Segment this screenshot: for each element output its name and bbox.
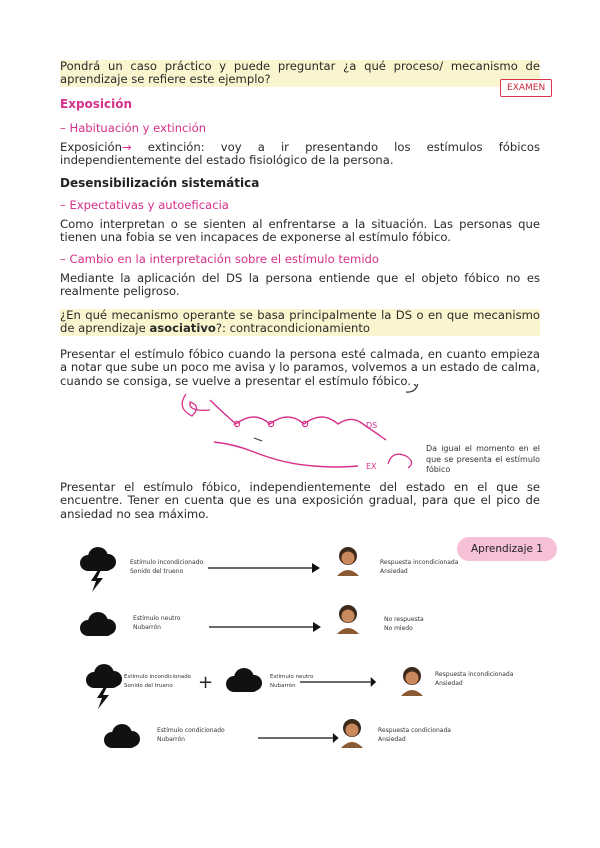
exposicion-body-rest: extinción: voy a ir presentando los estímulos fóbicos independientemente del estado fisiológico de la persona. xyxy=(60,140,540,168)
person-icon xyxy=(398,666,428,698)
ds-sub2: – Cambio en la interpretación sobre el estímulo temido xyxy=(60,252,379,266)
arrow-right-icon xyxy=(300,677,380,687)
row3-stimB2: Nubarrón xyxy=(270,683,296,689)
arrow-right-icon: → xyxy=(121,140,132,154)
row1-stim1: Estímulo incondicionado xyxy=(130,559,204,566)
person-icon xyxy=(338,718,368,750)
row1-resp2: Ansiedad xyxy=(380,568,408,575)
curl-arrow-icon xyxy=(388,454,412,468)
row1-resp1: Respuesta incondicionada xyxy=(380,559,459,566)
examen-badge: EXAMEN xyxy=(500,79,552,97)
row2-resp xyxy=(384,615,424,633)
row3-stimA1: Estímulo incondicionado xyxy=(124,674,192,680)
plus-sign: + xyxy=(198,672,214,693)
row1-stim2: Sonido del trueno xyxy=(130,568,184,575)
row4-stim1: Estímulo condicionado xyxy=(157,727,225,734)
row2-stim2: Nubarrón xyxy=(133,624,161,631)
ds-question-b: ?: contracondicionamiento xyxy=(215,321,371,336)
row3-resp xyxy=(435,670,513,688)
exposicion-sub: – Habituación y extinción xyxy=(60,121,207,135)
row3-resp1: Respuesta incondicionada xyxy=(435,671,514,678)
person-icon xyxy=(334,546,364,578)
aprendizaje-badge: Aprendizaje 1 xyxy=(457,537,557,561)
diagram-note: Da igual el momento en el que se presenta el estímulo fóbico xyxy=(426,444,540,474)
ds-text1: Como interpretan o se sienten al enfrentarse a la situación. Las personas que tienen una fobia se ven incapaces de exponerse al estímulo fóbico. xyxy=(60,217,540,245)
cloud-icon xyxy=(100,724,144,752)
cycle-arrow-icon xyxy=(402,384,418,392)
ds-para1: Presentar el estímulo fóbico cuando la persona esté calmada, en cuanto empieza a notar que sube un poco me avisa y lo paramos, volvemos a un estado de calma, cuando se consiga, se vuelve a presentar el estímulo fóbico. xyxy=(60,347,540,388)
exposicion-body xyxy=(60,141,540,168)
cloud-icon xyxy=(76,612,120,640)
person-icon xyxy=(334,604,364,636)
row2-stim xyxy=(133,614,180,632)
ds-question xyxy=(60,309,540,336)
row3-stimA xyxy=(124,673,191,691)
row3-resp2: Ansiedad xyxy=(435,680,463,687)
ds-heading: Desensibilización sistemática xyxy=(60,176,260,190)
row2-resp2: No miedo xyxy=(384,625,413,632)
row1-resp xyxy=(380,558,458,576)
ex-line xyxy=(214,442,358,467)
ds-ex-diagram xyxy=(0,384,600,494)
ds-para2: Presentar el estímulo fóbico, independientemente del estado en el que se encuentre. Tener en cuenta que es una exposición gradual, para que el pico de ansiedad no sea máximo. xyxy=(60,480,540,521)
ds-question-bold: asociativo xyxy=(149,321,216,336)
intro-text: Pondrá un caso práctico y puede preguntar ¿a qué proceso/ mecanismo de aprendizaje se refiere este ejemplo? xyxy=(60,59,540,87)
row2-stim1: Estímulo neutro xyxy=(133,615,181,622)
row3-stimB1: Estímulo neutro xyxy=(270,674,314,680)
ds-sub1: – Expectativas y autoeficacia xyxy=(60,198,229,212)
ds-question-a: ¿En qué mecanismo operante se basa principalmente la DS o en que mecanismo de aprendizaje xyxy=(60,308,540,336)
row3-stimA2: Sonido del trueno xyxy=(124,683,173,689)
row4-resp2: Ansiedad xyxy=(378,736,406,743)
ex-label: EX xyxy=(366,462,377,471)
arrow-right-icon xyxy=(209,622,324,632)
ds-text2: Mediante la aplicación del DS la persona entiende que el objeto fóbico no es realmente peligroso. xyxy=(60,271,540,299)
ds-label: DS xyxy=(366,421,378,430)
row4-resp1: Respuesta condicionada xyxy=(378,727,451,734)
row4-stim2: Nubarrón xyxy=(157,736,185,743)
row4-resp xyxy=(378,726,451,744)
storm-cloud-icon xyxy=(76,547,120,593)
row1-stim xyxy=(130,558,203,576)
arrow-right-icon xyxy=(258,733,348,743)
curl-arrow-icon xyxy=(182,394,210,416)
cloud-icon xyxy=(222,668,266,696)
row4-stim xyxy=(157,726,225,744)
arrow-right-icon xyxy=(208,563,323,573)
row2-resp1: No respuesta xyxy=(384,616,424,623)
exposicion-body-start: Exposición xyxy=(60,140,122,154)
ds-wave-line xyxy=(210,400,386,440)
storm-cloud-icon xyxy=(82,664,122,710)
exposicion-heading: Exposición xyxy=(60,97,133,111)
